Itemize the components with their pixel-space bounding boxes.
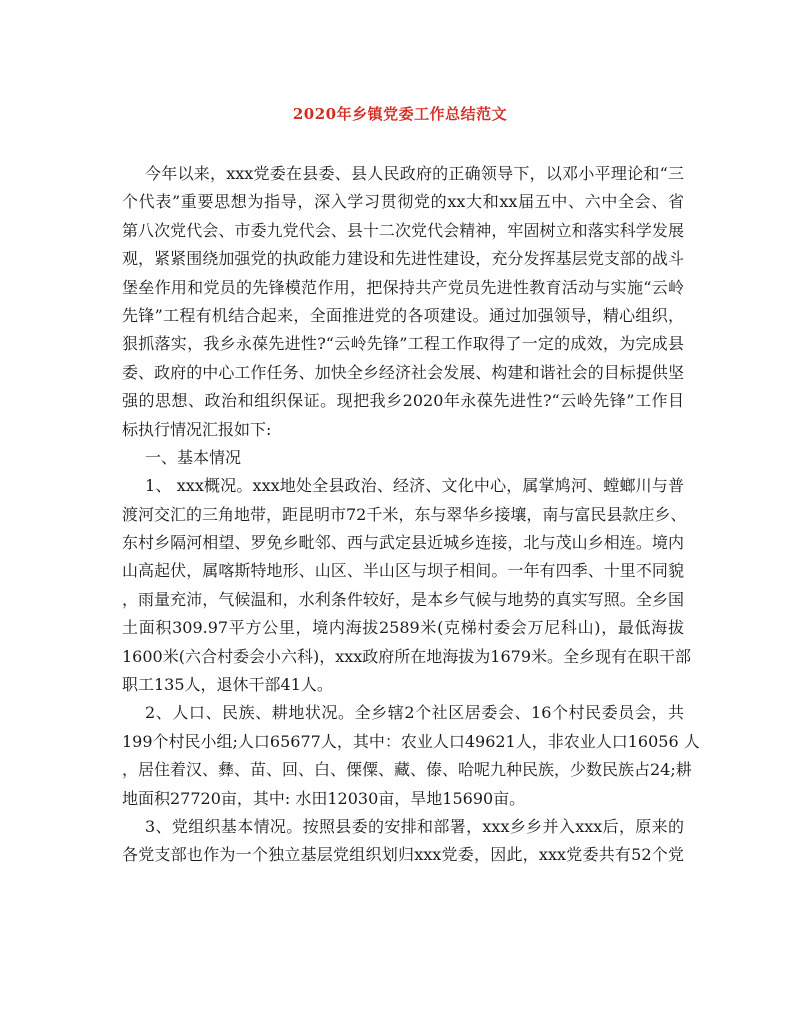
text-line: 职工135人，退休干部41人。	[122, 675, 333, 695]
text-line: 1600米(六合村委会小六科)，xxx政府所在地海拔为1679米。全乡现有在职干部	[122, 646, 691, 666]
text-line: 强的思想、政治和组织保证。现把我乡2020年永葆先进性?“云岭先锋”工作目	[122, 391, 684, 411]
text-line: 东村乡隔河相望、罗免乡毗邻、西与武定县近城乡连接，北与茂山乡相连。境内	[122, 533, 684, 553]
text-line: 个代表”重要思想为指导，深入学习贯彻党的xx大和xx届五中、六中全会、省	[122, 192, 684, 212]
text-line: 199个村民小组;人口65677人，其中：农业人口49621人，非农业人口16056 人	[122, 731, 700, 751]
text-line: 一、基本情况	[145, 447, 242, 467]
text-line: 3、党组织基本情况。按照县委的安排和部署，xxx乡乡并入xxx后，原来的	[145, 816, 684, 836]
text-line: 狠抓落实，我乡永葆先进性?“云岭先锋”工程工作取得了一定的成效，为完成县	[122, 334, 684, 354]
text-line: 土面积309.97平方公里，境内海拔2589米(克梯村委会万尼科山)，最低海拔	[122, 618, 684, 638]
text-line: 标执行情况汇报如下:	[122, 419, 272, 439]
text-line: 地面积27720亩，其中: 水田12030亩，旱地15690亩。	[122, 788, 526, 808]
document-body	[122, 160, 700, 870]
text-line: 今年以来，xxx党委在县委、县人民政府的正确领导下，以邓小平理论和“三	[145, 164, 684, 183]
text-line: 山高起伏，属喀斯特地形、山区、半山区与坝子相间。一年有四季、十里不同貌	[122, 561, 684, 581]
text-line: 1、 xxx概况。xxx地处全县政治、经济、文化中心，属掌鸠河、螳螂川与普	[145, 476, 684, 496]
text-line: 第八次党代会、市委九党代会、县十二次党代会精神，牢固树立和落实科学发展	[122, 220, 684, 240]
text-line: 2、人口、民族、耕地状况。全乡辖2个社区居委会、16个村民委员会，共	[145, 703, 684, 723]
text-line: 渡河交汇的三角地带，距昆明市72千米，东与翠华乡接壤，南与富民县款庄乡、	[122, 504, 687, 524]
text-line: 委、政府的中心工作任务、加快全乡经济社会发展、构建和谐社会的目标提供坚	[122, 362, 684, 382]
text-line: ，雨量充沛，气候温和，水利条件较好，是本乡气候与地势的真实写照。全乡国	[122, 589, 684, 609]
text-line: 堡垒作用和党员的先锋模范作用，把保持共产党员先进性教育活动与实施“云岭	[122, 277, 684, 297]
document-title: 2020年乡镇党委工作总结范文	[292, 105, 508, 123]
text-line: 观，紧紧围绕加强党的执政能力建设和先进性建设，充分发挥基层党支部的战斗	[122, 249, 684, 269]
text-line: 先锋”工程有机结合起来，全面推进党的各项建设。通过加强领导，精心组织，	[122, 305, 684, 325]
text-line: 各党支部也作为一个独立基层党组织划归xxx党委，因此，xxx党委共有52个党	[122, 845, 684, 865]
text-line: ，居住着汉、彝、苗、回、白、傈僳、藏、傣、哈呢九种民族，少数民族占24;耕	[122, 760, 692, 780]
